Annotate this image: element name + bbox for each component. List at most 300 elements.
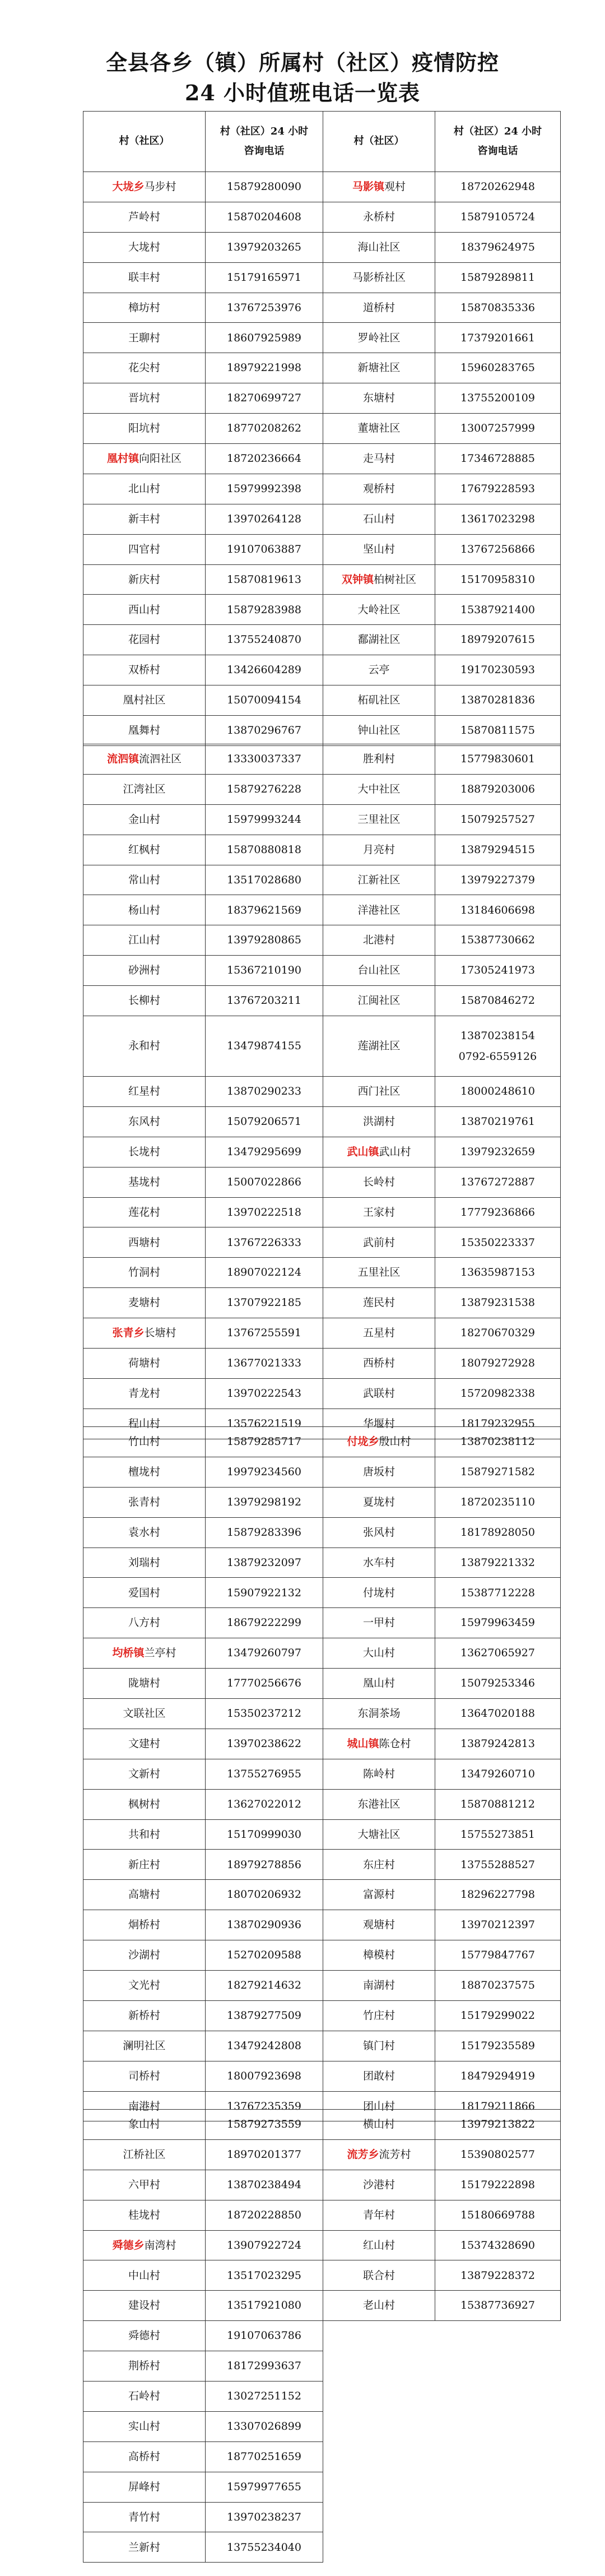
- phone-cell: [435, 293, 561, 323]
- village-cell: [323, 1288, 435, 1318]
- village-cell: [83, 504, 206, 534]
- village-cell: [83, 716, 206, 746]
- village-cell: [83, 655, 206, 685]
- phone-cell: [435, 1669, 561, 1699]
- village-cell: [323, 1457, 435, 1487]
- village-cell: [83, 2110, 206, 2140]
- phone-cell: [206, 1318, 323, 1349]
- phone-number: 13870238494: [227, 2178, 301, 2191]
- phone-number: 13767255591: [227, 1327, 301, 1340]
- village-cell: [323, 2200, 435, 2230]
- table-row: [83, 1759, 561, 1789]
- table-row: [83, 2382, 561, 2412]
- phone-number: 18379621569: [227, 904, 301, 916]
- village-cell: [323, 232, 435, 262]
- village-name: 走马村: [362, 452, 395, 465]
- village-cell: [83, 595, 206, 625]
- village-cell: [83, 744, 206, 775]
- village-cell: [83, 232, 206, 262]
- phone-number: 15390802577: [460, 2148, 535, 2161]
- phone-number: 13870290936: [227, 1919, 301, 1931]
- phone-cell: [206, 383, 323, 414]
- phone-number: 18907022124: [227, 1266, 301, 1279]
- table-row: [83, 1137, 561, 1167]
- village-name: 观村: [384, 180, 406, 193]
- phone-number: 18270670329: [460, 1327, 535, 1340]
- village-cell: [83, 1729, 206, 1759]
- page-title: [0, 48, 605, 108]
- phone-cell: [435, 2230, 561, 2260]
- village-name: 富源村: [362, 1888, 395, 1901]
- phone-number: 13879231538: [460, 1296, 535, 1309]
- village-cell: [83, 1789, 206, 1819]
- phone-number: 13879242813: [460, 1738, 535, 1750]
- phone-number: 15079206571: [227, 1115, 301, 1128]
- table-row: [83, 2000, 561, 2031]
- phone-table: [83, 2109, 561, 2563]
- phone-number: 18979207615: [460, 633, 535, 646]
- phone-number: 13426604289: [227, 664, 301, 677]
- village-name: 殷山村: [379, 1435, 411, 1448]
- village-name: 付垅村: [362, 1586, 395, 1599]
- phone-cell: [435, 1288, 561, 1318]
- phone-number: 15870811575: [460, 724, 535, 737]
- phone-cell: [435, 1106, 561, 1137]
- village-cell: [323, 744, 435, 775]
- header-village: [83, 112, 206, 172]
- village-name: 荷塘村: [128, 1357, 160, 1370]
- village-cell: [83, 323, 206, 353]
- village-cell: [323, 383, 435, 414]
- village-name: 南湖村: [362, 1979, 395, 1992]
- village-cell: [323, 1077, 435, 1107]
- village-cell: [323, 1699, 435, 1729]
- phone-cell: [206, 504, 323, 534]
- phone-cell: [435, 353, 561, 383]
- village-name: 澜明社区: [123, 2039, 166, 2052]
- title-line-1: 全县各乡（镇）所属村（社区）疫情防控: [105, 50, 499, 75]
- village-name: 台山社区: [357, 964, 401, 977]
- phone-cell: [435, 744, 561, 775]
- phone-cell: [435, 172, 561, 202]
- village-cell: [83, 625, 206, 655]
- phone-cell: [206, 1137, 323, 1167]
- phone-number: 13979298192: [227, 1495, 301, 1508]
- phone-number: 17779236866: [460, 1206, 535, 1218]
- phone-number: 13647020188: [460, 1707, 535, 1720]
- village-name: 建设村: [128, 2299, 160, 2312]
- village-name: 王聊村: [128, 331, 160, 344]
- phone-cell: [435, 534, 561, 564]
- phone-cell: [206, 1378, 323, 1409]
- village-name: 新塘社区: [357, 362, 401, 374]
- village-cell: [323, 1759, 435, 1789]
- town-name: 城山镇: [347, 1738, 379, 1750]
- phone-cell: [435, 1457, 561, 1487]
- phone-number: 18296227798: [460, 1888, 535, 1901]
- phone-cell: [206, 1759, 323, 1789]
- table-row: [83, 1288, 561, 1318]
- village-cell: [83, 1880, 206, 1910]
- phone-cell: [435, 2031, 561, 2061]
- phone-number: 13767253976: [227, 301, 301, 314]
- village-name: 五里社区: [357, 1266, 401, 1279]
- village-name: 中山村: [128, 2269, 160, 2282]
- phone-cell: [206, 1910, 323, 1940]
- table-row: [83, 1016, 561, 1077]
- phone-number: 13007257999: [460, 422, 535, 435]
- phone-number: 13970222518: [227, 1206, 301, 1218]
- phone-number: 13767226333: [227, 1236, 301, 1249]
- village-cell: [323, 1729, 435, 1759]
- phone-cell: [435, 1971, 561, 2001]
- phone-cell: [435, 1137, 561, 1167]
- phone-cell: [206, 1016, 323, 1077]
- village-name: 永和村: [128, 1040, 160, 1053]
- phone-number: 18770208262: [227, 422, 301, 435]
- phone-cell: [206, 925, 323, 956]
- phone-cell: [435, 1759, 561, 1789]
- phone-number: 15070094154: [227, 694, 301, 707]
- phone-number: 18970201377: [227, 2148, 301, 2161]
- phone-cell: [206, 1940, 323, 1971]
- phone-number: 15879105724: [460, 210, 535, 223]
- phone-cell: [435, 774, 561, 804]
- phone-cell: [206, 685, 323, 716]
- village-cell: [323, 1137, 435, 1167]
- phone-cell: [206, 474, 323, 504]
- village-cell: [83, 534, 206, 564]
- header-phone-line-2: 咨询电话: [244, 145, 285, 157]
- village-cell: [83, 353, 206, 383]
- phone-cell: [435, 1910, 561, 1940]
- village-cell: [83, 865, 206, 895]
- phone-number: 13970264128: [227, 512, 301, 525]
- village-name: 双桥村: [128, 664, 160, 677]
- title-line-2: 24 小时值班电话一览表: [184, 80, 421, 105]
- phone-cell: [206, 293, 323, 323]
- village-name: 流泗社区: [139, 753, 182, 766]
- village-cell: [323, 444, 435, 474]
- phone-cell: [206, 1729, 323, 1759]
- phone-cell: [206, 2110, 323, 2140]
- phone-cell: [206, 2532, 323, 2563]
- phone-cell: [206, 2382, 323, 2412]
- village-cell: [323, 1016, 435, 1077]
- village-cell: [83, 293, 206, 323]
- village-name: 董塘社区: [357, 422, 401, 435]
- village-cell: [323, 925, 435, 956]
- village-name: 北山村: [128, 483, 160, 495]
- phone-number: 18679222299: [227, 1616, 301, 1629]
- village-cell: [323, 1638, 435, 1669]
- village-cell: [83, 1457, 206, 1487]
- phone-cell: [206, 534, 323, 564]
- header-village-label: 村（社区）: [119, 135, 170, 147]
- table-row: [83, 1517, 561, 1548]
- phone-number: 15960283765: [460, 362, 535, 374]
- table-row: [83, 804, 561, 835]
- village-cell: [83, 1548, 206, 1578]
- village-name: 兰亭村: [144, 1647, 176, 1660]
- phone-cell: [206, 835, 323, 865]
- village-name: 马影桥社区: [352, 271, 406, 284]
- phone-number: 13184606698: [460, 904, 535, 916]
- village-name: 月亮村: [362, 843, 395, 856]
- phone-number: 13970238237: [227, 2510, 301, 2523]
- village-name: 长垅村: [128, 1145, 160, 1158]
- phone-number: 18720262948: [460, 180, 535, 193]
- village-cell: [323, 895, 435, 925]
- table-row: [83, 1669, 561, 1699]
- village-cell: [323, 1669, 435, 1699]
- table-row: [83, 262, 561, 293]
- phone-cell: [435, 1699, 561, 1729]
- village-name: 陇塘村: [128, 1677, 160, 1690]
- village-cell: [83, 1638, 206, 1669]
- village-name: 青龙村: [128, 1387, 160, 1400]
- table-row: [83, 1427, 561, 1457]
- village-cell: [323, 2230, 435, 2260]
- village-name: 舜德村: [128, 2329, 160, 2342]
- table-row: [83, 172, 561, 202]
- phone-number: 15079253346: [460, 1677, 535, 1690]
- phone-number: 13627022012: [227, 1797, 301, 1810]
- village-cell: [83, 1699, 206, 1729]
- phone-cell: [206, 1517, 323, 1548]
- village-name: 金山村: [128, 813, 160, 826]
- phone-number: 19170230593: [460, 664, 535, 677]
- phone-number: 15079257527: [460, 813, 535, 826]
- village-cell: [323, 1608, 435, 1638]
- phone-cell: [435, 956, 561, 986]
- village-name: 东洞茶场: [357, 1707, 401, 1720]
- village-name: 共和村: [128, 1828, 160, 1841]
- table-row: [83, 1548, 561, 1578]
- village-cell: [83, 1318, 206, 1349]
- village-name: 文新村: [128, 1767, 160, 1780]
- phone-cell: [435, 1077, 561, 1107]
- phone-cell: [435, 1378, 561, 1409]
- village-name: 东风村: [128, 1115, 160, 1128]
- table-row: [83, 504, 561, 534]
- village-cell: [323, 293, 435, 323]
- phone-number: 18270699727: [227, 392, 301, 405]
- village-name: 江桥社区: [123, 2148, 166, 2161]
- phone-cell: [435, 685, 561, 716]
- village-cell: [83, 2260, 206, 2291]
- village-name: 常山村: [128, 873, 160, 886]
- village-name: 西门社区: [357, 1085, 401, 1098]
- phone-cell: [435, 1517, 561, 1548]
- village-name: 胜利村: [362, 753, 395, 766]
- phone-number: 15879283396: [227, 1526, 301, 1539]
- phone-number: 15170999030: [227, 1828, 301, 1841]
- phone-cell: [206, 1819, 323, 1850]
- phone-number: 15387712228: [460, 1586, 535, 1599]
- village-cell: [83, 1487, 206, 1517]
- village-cell: [83, 383, 206, 414]
- phone-number: 13307026899: [227, 2420, 301, 2433]
- table-row: [83, 595, 561, 625]
- table-row: [83, 1077, 561, 1107]
- village-cell: [83, 1227, 206, 1258]
- phone-number: 15879283988: [227, 603, 301, 616]
- village-name: 炯桥村: [128, 1919, 160, 1931]
- phone-number: 13870238154: [460, 1030, 535, 1043]
- phone-number: 13479242808: [227, 2039, 301, 2052]
- village-name: 桂垅村: [128, 2208, 160, 2221]
- header-village: [323, 112, 435, 172]
- phone-number: 13755276955: [227, 1767, 301, 1780]
- table-row: [83, 1608, 561, 1638]
- village-name: 八方村: [128, 1616, 160, 1629]
- phone-cell: [206, 1669, 323, 1699]
- phone-cell: [435, 804, 561, 835]
- village-cell: [323, 1789, 435, 1819]
- table-row: [83, 414, 561, 444]
- table-row: [83, 2291, 561, 2321]
- town-name: 武山镇: [347, 1145, 379, 1158]
- phone-number: 13767235359: [227, 2100, 301, 2112]
- phone-cell: [206, 1457, 323, 1487]
- table-row: [83, 2031, 561, 2061]
- table-row: [83, 835, 561, 865]
- phone-number: 15350237212: [227, 1707, 301, 1720]
- village-name: 莲花村: [128, 1206, 160, 1218]
- table-row: [83, 232, 561, 262]
- phone-number: 18172993637: [227, 2360, 301, 2373]
- village-name: 长塘村: [144, 1327, 176, 1340]
- village-cell: [83, 804, 206, 835]
- village-cell: [83, 2139, 206, 2170]
- phone-cell: [206, 414, 323, 444]
- phone-cell: [435, 2260, 561, 2291]
- table-row: [83, 534, 561, 564]
- phone-number: 13879232097: [227, 1556, 301, 1569]
- village-cell: [83, 2200, 206, 2230]
- phone-cell: [206, 232, 323, 262]
- village-name: 文建村: [128, 1738, 160, 1750]
- town-name: 付垅乡: [347, 1435, 379, 1448]
- table-group-4: [83, 2109, 561, 2563]
- phone-number: 15870846272: [460, 994, 535, 1007]
- phone-number: 15779830601: [460, 753, 535, 766]
- phone-cell: [206, 1608, 323, 1638]
- phone-cell: [435, 2139, 561, 2170]
- village-cell: [83, 1197, 206, 1227]
- village-name: 砂洲村: [128, 964, 160, 977]
- village-name: 洋港社区: [357, 904, 401, 916]
- phone-number: 18379624975: [460, 240, 535, 253]
- village-name: 刘瑞村: [128, 1556, 160, 1569]
- phone-cell: [206, 774, 323, 804]
- village-name: 陈岭村: [362, 1767, 395, 1780]
- table-row: [83, 956, 561, 986]
- phone-number: 15870204608: [227, 210, 301, 223]
- village-name: 水车村: [362, 1556, 395, 1569]
- town-name: 大垅乡: [112, 180, 145, 193]
- phone-number: 15979993244: [227, 813, 301, 826]
- phone-number: 13970212397: [460, 1919, 535, 1931]
- phone-cell: [206, 1227, 323, 1258]
- village-name: 兰新村: [128, 2541, 160, 2554]
- village-name: 文联社区: [123, 1707, 166, 1720]
- phone-number: 18720235110: [460, 1495, 535, 1508]
- phone-number: 13870296767: [227, 724, 301, 737]
- phone-number: 19107063887: [227, 543, 301, 555]
- village-name: 新庄村: [128, 1858, 160, 1871]
- town-name: 双钟镇: [341, 573, 374, 586]
- phone-number: 19979234560: [227, 1465, 301, 1478]
- phone-number: 17305241973: [460, 964, 535, 977]
- phone-number: 13767203211: [227, 994, 301, 1007]
- village-name: 向阳社区: [139, 452, 182, 465]
- phone-cell: [206, 655, 323, 685]
- table-row: [83, 716, 561, 746]
- table-row: [83, 1258, 561, 1288]
- phone-number: 15979963459: [460, 1616, 535, 1629]
- village-name: 云亭: [368, 664, 390, 677]
- village-name: 横山村: [362, 2118, 395, 2131]
- phone-cell: [206, 2230, 323, 2260]
- village-cell: [83, 2351, 206, 2382]
- phone-cell: [206, 2260, 323, 2291]
- table-row: [83, 744, 561, 775]
- phone-number: 17379201661: [460, 331, 535, 344]
- village-name: 荆桥村: [128, 2360, 160, 2373]
- phone-number: 13755240870: [227, 633, 301, 646]
- phone-cell: [206, 1077, 323, 1107]
- phone-cell: [206, 1699, 323, 1729]
- village-cell: [323, 2291, 435, 2321]
- phone-number: 13979232659: [460, 1145, 535, 1158]
- phone-number: 15170958310: [460, 573, 535, 586]
- table-row: [83, 2260, 561, 2291]
- table-group-1: [83, 111, 561, 746]
- village-cell: [323, 774, 435, 804]
- village-cell: [323, 1517, 435, 1548]
- village-name: 观桥村: [362, 483, 395, 495]
- phone-number: 13755200109: [460, 392, 535, 405]
- village-cell: [83, 1517, 206, 1548]
- phone-number: 13707922185: [227, 1296, 301, 1309]
- village-cell: [323, 716, 435, 746]
- phone-number: 18070206932: [227, 1888, 301, 1901]
- village-name: 江湾社区: [123, 782, 166, 795]
- phone-cell: [206, 716, 323, 746]
- village-cell: [323, 1106, 435, 1137]
- village-name: 江山村: [128, 934, 160, 947]
- village-name: 三里社区: [357, 813, 401, 826]
- village-cell: [83, 1819, 206, 1850]
- table-row: [83, 1487, 561, 1517]
- phone-number: 13576221519: [227, 1417, 301, 1430]
- village-name: 王家村: [362, 1206, 395, 1218]
- phone-number: 18079272928: [460, 1357, 535, 1370]
- phone-cell: [206, 625, 323, 655]
- phone-number: 15179235589: [460, 2039, 535, 2052]
- phone-cell: [206, 1288, 323, 1318]
- village-name: 四官村: [128, 543, 160, 555]
- village-cell: [83, 262, 206, 293]
- phone-number: 15870880818: [227, 843, 301, 856]
- village-cell: [83, 2411, 206, 2441]
- phone-number: 15870819613: [227, 573, 301, 586]
- phone-number: 15367210190: [227, 964, 301, 977]
- header-row: [83, 112, 561, 172]
- phone-cell: [206, 172, 323, 202]
